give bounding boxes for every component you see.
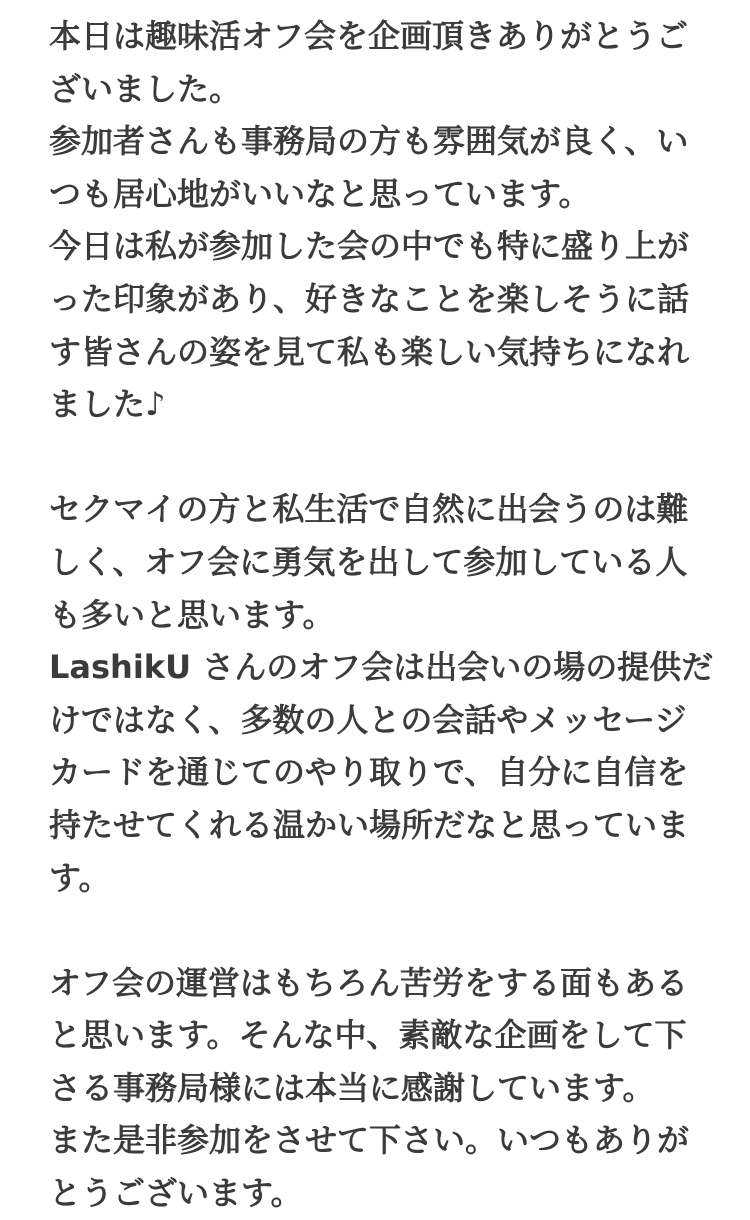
paragraph-spacer — [49, 431, 701, 484]
text-line: ました♪ — [49, 385, 166, 424]
text-line: ざいました。 — [49, 69, 242, 108]
paragraph-1 — [49, 10, 701, 431]
paragraph-spacer — [49, 904, 701, 957]
text-line: 今日は私が参加した会の中でも特に盛り上が — [49, 227, 690, 266]
paragraph-3 — [49, 957, 701, 1220]
text-line: った印象があり、好きなことを楽しそうに話 — [49, 279, 690, 318]
text-line: 持たせてくれる温かい場所だなと思っていま — [49, 805, 690, 844]
text-line: す。 — [49, 858, 111, 897]
paragraph-2 — [49, 483, 714, 904]
text-line: オフ会の運営はもちろん苦労をする面もある — [49, 963, 689, 1002]
text-line: 本日は趣味活オフ会を企画頂きありがとうご — [49, 17, 689, 55]
text-line: と思います。そんな中、素敵な企画をして下 — [49, 1016, 687, 1055]
text-line: も多いと思います。 — [49, 595, 335, 634]
text-line: す皆さんの姿を見て私も楽しい気持ちになれ — [49, 332, 690, 371]
text-line: また是非参加をさせて下さい。いつもありが — [49, 1121, 690, 1160]
text-line: セクマイの方と私生活で自然に出会うのは難 — [49, 490, 689, 529]
text-line: しく、オフ会に勇気を出して参加している人 — [49, 542, 688, 581]
text-line: つも居心地がいいなと思っています。 — [49, 174, 591, 213]
text-line: カードを通じてのやり取りで、自分に自信を — [49, 753, 689, 792]
text-line: 参加者さんも事務局の方も雰囲気が良く、い — [49, 122, 689, 161]
text-line: けではなく、多数の人との会話やメッセージ — [49, 700, 687, 739]
text-line: とうございます。 — [49, 1174, 303, 1213]
text-line: LashikU さんのオフ会は出会いの場の提供だ — [49, 648, 714, 687]
text-line: さる事務局様には本当に感謝しています。 — [49, 1068, 655, 1107]
message-body — [49, 10, 714, 1220]
